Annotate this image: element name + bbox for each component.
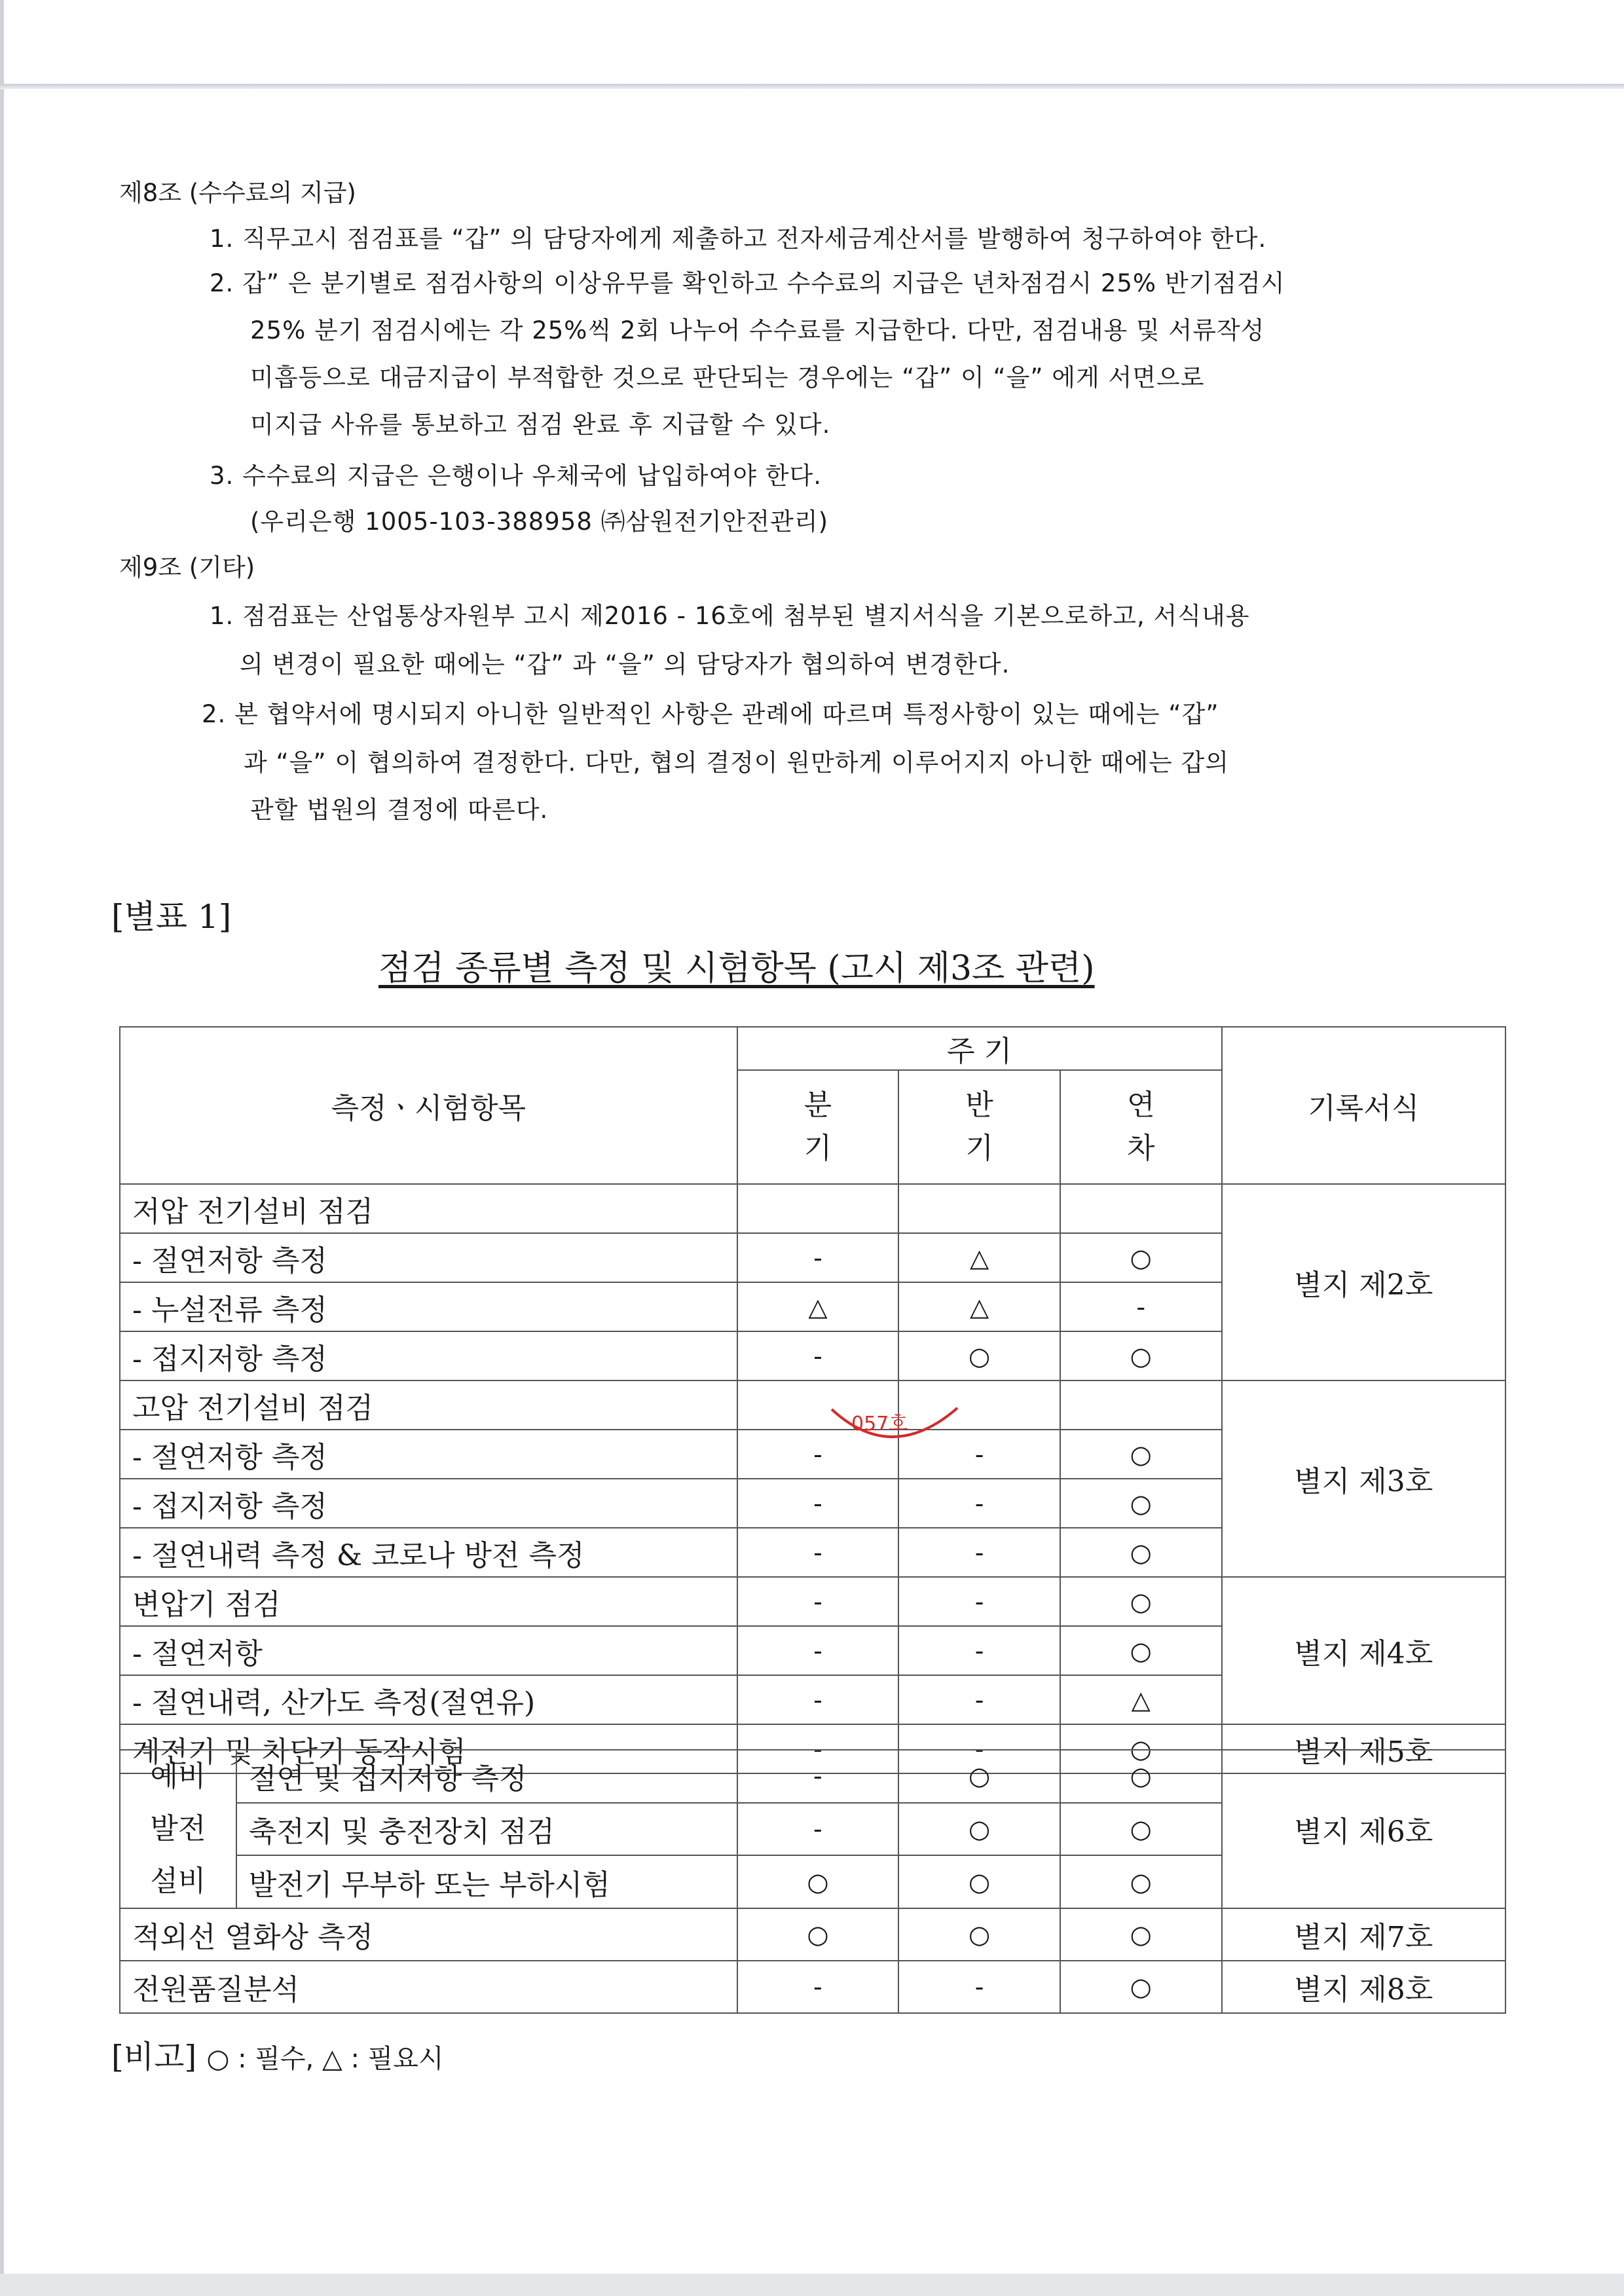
remark — [111, 2031, 444, 2077]
high-voltage-form: 별지 제3호 — [1222, 1380, 1505, 1577]
mark-half: - — [898, 1479, 1060, 1528]
table-row: 전원품질분석 — [120, 1961, 737, 2013]
mark-annual: - — [1060, 1282, 1222, 1331]
mark-annual: ○ — [1060, 1528, 1222, 1577]
article-8-line-6: 3. 수수료의 지급은 은행이나 우체국에 납입하여야 한다. — [210, 462, 822, 490]
mark-half: △ — [898, 1233, 1060, 1282]
table-row: 발전기 무부하 또는 부하시험 — [236, 1855, 737, 1908]
table-row: 적외선 열화상 측정 — [120, 1908, 737, 1961]
mark-annual: ○ — [1060, 1479, 1222, 1528]
mark-quarter: - — [737, 1479, 899, 1528]
mark-half: - — [898, 1724, 1060, 1773]
article-9-line-5: 관할 법원의 결정에 따른다. — [250, 796, 549, 824]
table-row: - 절연저항 — [120, 1626, 737, 1675]
header-cycle: 주 기 — [737, 1027, 1222, 1070]
mark-annual: ○ — [1060, 1724, 1222, 1773]
table-row: - 절연저항 측정 — [120, 1430, 737, 1479]
mark-half: - — [898, 1528, 1060, 1577]
table-row: 계전기 및 차단기 동작시험 — [120, 1724, 737, 1773]
mark-half: - — [898, 1577, 1060, 1626]
mark-annual: ○ — [1060, 1430, 1222, 1479]
mark-annual: ○ — [1060, 1233, 1222, 1282]
mark-half: - — [898, 1675, 1060, 1724]
mark-half: - — [898, 1626, 1060, 1675]
article-9-title: 제9조 (기타) — [119, 553, 255, 582]
mark-quarter: - — [737, 1233, 899, 1282]
scan-edge-bottom — [0, 2274, 1624, 2296]
mark-quarter: - — [737, 1331, 899, 1380]
article-9-line-3: 2. 본 협약서에 명시되지 아니한 일반적인 사항은 관례에 따르며 특정사항이 있는 때에는 “갑” — [202, 700, 1219, 728]
mark-quarter: - — [737, 1577, 899, 1626]
table-row: - 절연내력, 산가도 측정(절연유) — [120, 1675, 737, 1724]
mark-quarter: - — [737, 1803, 899, 1856]
mark-half: ○ — [898, 1331, 1060, 1380]
article-8-line-5: 미지급 사유를 통보하고 점검 완료 후 지급할 수 있다. — [250, 411, 831, 439]
article-9-line-1: 1. 점검표는 산업통상자원부 고시 제2016 - 16호에 첨부된 별지서식을 기본으로하고, 서식내용 — [210, 602, 1250, 630]
mark-half: △ — [898, 1282, 1060, 1331]
mark-half: - — [898, 1961, 1060, 2013]
seal-stamp-icon — [826, 1403, 964, 1449]
table-row: - 접지저항 측정 — [120, 1479, 737, 1528]
remark-legend: ○ : 필수, △ : 필요시 — [206, 2044, 444, 2074]
mark-half: ○ — [898, 1750, 1060, 1803]
mark-quarter: - — [737, 1675, 899, 1724]
mark-annual: ○ — [1060, 1750, 1222, 1803]
mark-annual: ○ — [1060, 1908, 1222, 1961]
mark-annual: ○ — [1060, 1961, 1222, 2013]
mark-half: ○ — [898, 1855, 1060, 1908]
low-voltage-title: 저압 전기설비 점검 — [120, 1184, 737, 1233]
mark-half: ○ — [898, 1803, 1060, 1856]
table-row: - 절연저항 측정 — [120, 1233, 737, 1282]
article-8-line-1: 1. 직무고시 점검표를 “갑” 의 담당자에게 제출하고 전자세금계산서를 발행하여 청구하여야 한다. — [210, 225, 1267, 253]
transformer-form: 별지 제4호 — [1222, 1577, 1505, 1724]
mark-quarter: △ — [737, 1282, 899, 1331]
table-row: 절연 및 접지저항 측정 — [236, 1750, 737, 1803]
mark-annual: ○ — [1060, 1855, 1222, 1908]
low-voltage-form: 별지 제2호 — [1222, 1184, 1505, 1380]
table-row: - 누설전류 측정 — [120, 1282, 737, 1331]
high-voltage-title: 고압 전기설비 점검 — [120, 1380, 737, 1430]
article-9-line-4: 과 “을” 이 협의하여 결정한다. 다만, 협의 결정이 원만하게 이루어지지 아니한 때에는 갑의 — [244, 749, 1229, 777]
mark-annual: ○ — [1060, 1577, 1222, 1626]
mark-annual: ○ — [1060, 1803, 1222, 1856]
mark-annual: ○ — [1060, 1626, 1222, 1675]
table-title: 점검 종류별 측정 및 시험항목 (고시 제3조 관련) — [378, 949, 1095, 988]
table-row: - 절연내력 측정 & 코로나 방전 측정 — [120, 1528, 737, 1577]
mark-quarter: - — [737, 1430, 899, 1479]
article-8-line-2: 2. 갑” 은 분기별로 점검사항의 이상유무를 확인하고 수수료의 지급은 년차점검시 25% 반기점검시 — [210, 269, 1285, 297]
seal-text: 057호 — [851, 1413, 908, 1435]
article-8-line-7: (우리은행 1005-103-388958 ㈜삼원전기안전관리) — [250, 508, 829, 536]
power-quality-form: 별지 제8호 — [1222, 1961, 1505, 2013]
backup-form: 별지 제6호 — [1222, 1750, 1505, 1908]
mark-annual: △ — [1060, 1675, 1222, 1724]
header-annual: 연 차 — [1060, 1070, 1222, 1184]
article-9-line-2: 의 변경이 필요한 때에는 “갑” 과 “을” 의 담당자가 협의하여 변경한다. — [240, 650, 1010, 678]
article-8-line-3: 25% 분기 점검시에는 각 25%씩 2회 나누어 수수료를 지급한다. 다만, 점검내용 및 서류작성 — [250, 316, 1265, 344]
mark-quarter: - — [737, 1750, 899, 1803]
annex-label: [별표 1] — [111, 898, 232, 936]
mark-quarter: - — [737, 1626, 899, 1675]
header-item: 측정ㆍ시험항목 — [120, 1027, 737, 1184]
mark-quarter: ○ — [737, 1855, 899, 1908]
mark-annual: ○ — [1060, 1331, 1222, 1380]
mark-half: ○ — [898, 1908, 1060, 1961]
mark-quarter: - — [737, 1528, 899, 1577]
mark-quarter: - — [737, 1961, 899, 2013]
header-quarter: 분 기 — [737, 1070, 899, 1184]
mark-quarter: ○ — [737, 1908, 899, 1961]
backup-group-label: 예비 발전 설비 — [120, 1750, 236, 1908]
remark-label: [비고] — [111, 2039, 197, 2075]
infrared-form: 별지 제7호 — [1222, 1908, 1505, 1961]
transformer-title: 변압기 점검 — [120, 1577, 737, 1626]
mark-quarter: - — [737, 1724, 899, 1773]
scan-edge-left — [0, 0, 4, 2296]
article-8-title: 제8조 (수수료의 지급) — [119, 179, 356, 207]
table-row: 축전지 및 충전장치 점검 — [236, 1803, 737, 1856]
mark-half: - — [898, 1430, 1060, 1479]
scan-edge-top — [0, 84, 1624, 89]
table-row: - 접지저항 측정 — [120, 1331, 737, 1380]
header-half: 반 기 — [898, 1070, 1060, 1184]
inspection-table — [119, 1026, 1506, 1774]
header-form: 기록서식 — [1222, 1027, 1505, 1184]
relay-form: 별지 제5호 — [1222, 1724, 1505, 1773]
article-8-line-4: 미흡등으로 대금지급이 부적합한 것으로 판단되는 경우에는 “갑” 이 “을” 에게 서면으로 — [250, 363, 1205, 392]
inspection-table-lower — [119, 1749, 1506, 2014]
